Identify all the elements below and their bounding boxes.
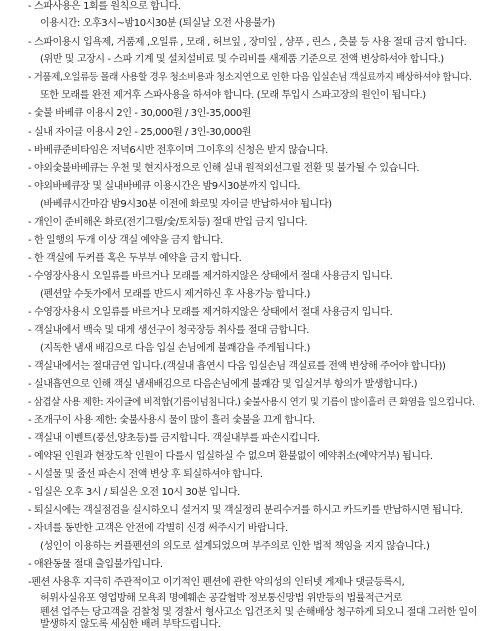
rule-line: - 퇴실시에는 객실점검을 실시하오니 설거지 및 객실정리 분리수거를 하시고 카드키를 반납하시면 됩니다.	[28, 505, 463, 516]
rule-line: (위반 및 고장시 - 스파 기계 및 설치설비료 및 수리비를 새제품 기준으로 전액 변상하셔야 합니다.)	[40, 54, 444, 65]
rule-line: - 개인이 준비해온 화로(전기그릴/숯/토치등) 절대 반입 금지 입니다.	[28, 217, 308, 228]
rule-line: - 거품제,오일류등 몰래 사용할 경우 청소비용과 청소지연으로 인한 다음 입실손님 객실료까지 배상하셔야 합니다.	[28, 72, 472, 83]
rule-line: 허위사실유포 영업방해 모욕죄 명예훼손 공갈협박 정보통신망법 위반등의 법률적근거로	[40, 593, 403, 604]
rule-line: - 한 객실에 두커플 혹은 두부부 예약을 금지 합니다.	[28, 253, 242, 264]
rule-line: - 예약된 인원과 현장도착 인원이 다를시 입실하실 수 없으며 환불없이 예약취소(예약거부) 됩니다.	[28, 451, 433, 462]
rule-line: - 입실은 오후 3시 / 퇴실은 오전 10시 30분 입니다.	[28, 487, 240, 498]
rule-line: (바베큐시간마감 밤9시30분 이전에 화로및 자이글 반납하셔야 됩니다)	[40, 199, 332, 210]
rule-line: - 숯불 바베큐 이용시 2인 - 30,000원 / 3인-35,000원	[28, 108, 252, 119]
rule-line: - 수영장사용시 오일류를 바르거나 모래를 제거하지않은 상태에서 절대 사용금지 입니다.	[28, 271, 393, 282]
rule-line: (지독한 냄새 배김으로 다음 입실 손님에게 불쾌감을 주게됩니다.)	[40, 343, 310, 354]
rule-line: - 조개구이 사용 제한: 숯불사용시 물이 많이 흘러 숯불을 끄게 합니다.	[28, 415, 315, 426]
rule-line: - 객실내에서는 절대금연 입니다.(객실내 흡연시 다음 입실손님 객실료를 전액 변상해 주어야 합니다))	[28, 361, 446, 372]
rule-line: - 삼겹살 사용 제한: 자이글에 비적합(기름이넘침니다.) 숯불사용시 연기 및 기름이 많이흘러 큰 화염을 일으킵니다.	[28, 397, 475, 408]
rule-line: - 실내흡연으로 인해 객실 냄새배김으로 다음손님에게 불쾌감 및 입실거부 항의가 발생합니다.)	[28, 379, 418, 390]
rule-line: - 객실내 이벤트(풍선,양초등)를 금지합니다. 객실내부를 파손시킵니다.	[28, 433, 320, 444]
rule-line: (펜션앞 수돗가에서 모래를 반드시 제거하신 후 사용가능 합니다.)	[40, 289, 310, 300]
rule-line: - 자녀를 동반한 고객은 안전에 각별히 신경 써주시기 바랍니다.	[28, 523, 288, 534]
rule-line: - 바베큐준비타임은 저녁6시반 전후이며 그이후의 신청은 받지 않습니다.	[28, 145, 328, 156]
rule-line: - 수영장사용시 오일류를 바르거나 모래를 제거하지않은 상태에서 절대 사용금지 입니다.	[28, 307, 393, 318]
rule-line: (성인이 이용하는 커플펜션의 의도로 설계되었으며 부주의로 인한 법적 책임을 지지 않습니다.)	[40, 541, 430, 552]
rule-line: 발생하지 않도록 세심한 배려 부탁드립니다.	[40, 619, 221, 630]
rule-line: 또한 모래를 완전 제거후 스파사용을 하셔야 합니다. (모래 투입시 스파고장의 원인이 됩니다.)	[40, 90, 426, 101]
rule-line: -펜션 사용후 지극히 주관적이고 이기적인 펜션에 관한 악의성의 인터넷 게제나 댓글등록시,	[28, 577, 405, 588]
rule-line: 이용시간: 오후3시~밤10시30분 (퇴실날 오전 사용불가)	[40, 18, 275, 29]
rule-line: - 객실내에서 백숙 및 대게 생선구이 청국장등 취사를 절대 금합니다.	[28, 325, 310, 336]
rule-line: - 시설물 및 줄선 파손시 전액 변상 후 퇴실하셔야 합니다.	[28, 469, 263, 480]
rule-line: - 스파사용은 1회를 원칙으로 합니다.	[28, 1, 181, 12]
rule-line: - 한 일행의 두개 이상 객실 예약을 금지 합니다.	[28, 235, 223, 246]
rule-line: - 애완동물 절대 출입불가입니다.	[28, 559, 163, 570]
rule-line: - 실내 자이글 이용시 2인 - 25,000원 / 3인-30,000원	[28, 127, 252, 138]
rule-line: - 야외숯불바베큐는 우천 및 현지사정으로 인해 실내 원적외선그릴 전환 및 불가될 수 있습니다.	[28, 163, 420, 174]
rule-line: - 야외바베큐장 및 실내바베큐 이용시간은 밤9시30분까지 입니다.	[28, 181, 301, 192]
rule-line: 펜션 업주는 당고객을 검찰청 및 경찰서 형사고소 입건조치 및 손해배상 청구하게 되오니 절대 그러한 일이	[40, 607, 478, 618]
rule-line: - 스파이용시 입욕제, 거품제 ,오일류 , 모래 , 허브잎 , 장미잎 , 샴푸 , 린스 , 츳불 등 사용 절대 금지 합니다.	[28, 37, 467, 48]
